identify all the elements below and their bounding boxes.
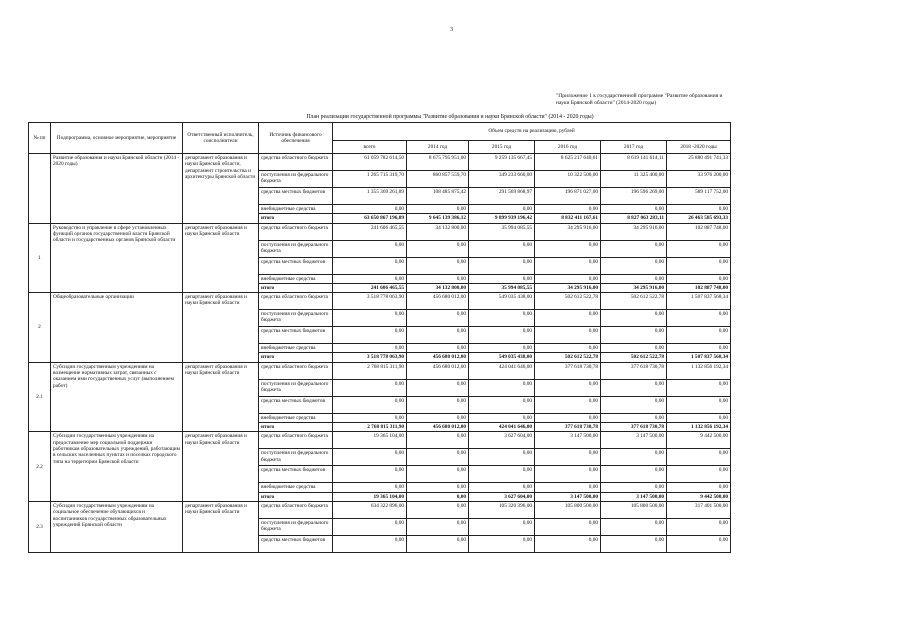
amount-cell: 502 612 522,78	[601, 293, 667, 310]
amount-cell: 0,00	[407, 257, 469, 274]
amount-cell: 0,00	[667, 274, 731, 283]
amount-cell: 377 618 730,78	[601, 423, 667, 432]
amount-cell: 10 322 500,00	[535, 171, 601, 188]
row-source: поступления из федерального бюджета	[259, 310, 333, 327]
amount-cell: 2 768 815 311,90	[333, 423, 407, 432]
header-year-2016: 2016 год	[535, 141, 601, 154]
amount-cell: 105 800 500,00	[535, 501, 601, 518]
amount-cell: 105 320 396,00	[469, 501, 535, 518]
table-row	[29, 223, 731, 240]
row-executor: департамент образования и науки Брянской области	[183, 362, 259, 432]
amount-cell: 1 265 715 319,70	[333, 171, 407, 188]
amount-cell: 0,00	[535, 257, 601, 274]
amount-cell: 0,00	[333, 535, 407, 552]
header-year-2017: 2017 год	[601, 141, 667, 154]
amount-cell: 0,00	[535, 396, 601, 413]
row-source: средства областного бюджета	[259, 432, 333, 449]
amount-cell: 0,00	[601, 205, 667, 214]
header-row-1	[29, 123, 731, 141]
amount-cell: 0,00	[333, 327, 407, 344]
amount-cell: 0,00	[333, 274, 407, 283]
amount-cell: 0,00	[469, 518, 535, 535]
amount-cell: 102 887 748,00	[667, 223, 731, 240]
amount-cell: 0,00	[535, 413, 601, 422]
amount-cell: 0,00	[601, 310, 667, 327]
amount-cell: 0,00	[601, 535, 667, 552]
amount-cell: 9 442 500,00	[667, 492, 731, 501]
row-source: средства местных бюджетов	[259, 257, 333, 274]
amount-cell: 0,00	[469, 205, 535, 214]
amount-cell: 34 132 800,00	[407, 223, 469, 240]
amount-cell: 0,00	[535, 466, 601, 483]
amount-cell: 0,00	[469, 274, 535, 283]
amount-cell: 0,00	[469, 413, 535, 422]
amount-cell: 0,00	[469, 327, 535, 344]
amount-cell: 196 871 027,00	[535, 188, 601, 205]
row-source: поступления из федерального бюджета	[259, 379, 333, 396]
amount-cell: 0,00	[333, 240, 407, 257]
amount-cell: 0,00	[535, 483, 601, 492]
row-number	[29, 154, 51, 224]
amount-cell: 102 887 748,00	[667, 283, 731, 292]
amount-cell: 0,00	[601, 518, 667, 535]
amount-cell: 0,00	[469, 466, 535, 483]
amount-cell: 241 606 465,55	[333, 223, 407, 240]
amount-cell: 1 132 856 192,34	[667, 423, 731, 432]
amount-cell: 0,00	[667, 396, 731, 413]
amount-cell: 26 463 585 693,33	[667, 214, 731, 223]
amount-cell: 0,00	[333, 205, 407, 214]
amount-cell: 0,00	[667, 535, 731, 552]
row-executor: департамент образования и науки Брянской области	[183, 223, 259, 293]
amount-cell: 9 645 139 386,12	[407, 214, 469, 223]
amount-cell: 502 612 522,78	[535, 353, 601, 362]
amount-cell: 0,00	[535, 327, 601, 344]
header-year-2014: 2014 год	[407, 141, 469, 154]
row-subprogram: Руководство и управление в сфере установленных функций органов государственной власти Брянской области и государственных органов Брянской области	[51, 223, 183, 293]
amount-cell: 0,00	[407, 396, 469, 413]
header-volume: Объем средств на реализацию, рублей	[333, 123, 731, 141]
row-source: средства областного бюджета	[259, 362, 333, 379]
row-source: итого	[259, 423, 333, 432]
amount-cell: 0,00	[407, 205, 469, 214]
row-executor: департамент образования и науки Брянской области	[183, 432, 259, 502]
amount-cell: 9 899 939 196,42	[469, 214, 535, 223]
row-source: средства местных бюджетов	[259, 466, 333, 483]
document-title: План реализации государственной программы "Развитие образования и науки Брянской области" (2014 - 2020 годы)	[306, 114, 594, 120]
amount-cell: 105 800 500,00	[601, 501, 667, 518]
amount-cell: 0,00	[667, 449, 731, 466]
amount-cell: 8 619 141 614,11	[601, 154, 667, 171]
amount-cell: 860 857 559,70	[407, 171, 469, 188]
amount-cell: 377 618 730,78	[535, 423, 601, 432]
amount-cell: 3 518 778 063,90	[333, 353, 407, 362]
amount-cell: 0,00	[333, 310, 407, 327]
row-number: 2.1	[29, 362, 51, 432]
amount-cell: 19 365 104,00	[333, 432, 407, 449]
amount-cell: 2 768 815 311,90	[333, 362, 407, 379]
row-source: итого	[259, 353, 333, 362]
amount-cell: 3 147 500,00	[601, 432, 667, 449]
amount-cell: 196 596 269,00	[601, 188, 667, 205]
amount-cell: 0,00	[667, 413, 731, 422]
amount-cell: 3 627 604,00	[469, 492, 535, 501]
table-row	[29, 154, 731, 171]
amount-cell: 1 355 369 261,89	[333, 188, 407, 205]
amount-cell: 0,00	[601, 257, 667, 274]
header-source: Источник финансового обеспечения	[259, 123, 333, 154]
amount-cell: 0,00	[333, 344, 407, 353]
amount-cell: 0,00	[469, 535, 535, 552]
amount-cell: 1 507 837 568,34	[667, 353, 731, 362]
row-subprogram: Субсидии государственным учреждениям на социальное обеспечение обучающихся и воспитанников государственных образовательных учреждений Брянской области	[51, 501, 183, 552]
amount-cell: 1 507 837 568,34	[667, 293, 731, 310]
row-source: поступления из федерального бюджета	[259, 518, 333, 535]
header-num: № пп	[29, 123, 51, 154]
row-source: поступления из федерального бюджета	[259, 449, 333, 466]
amount-cell: 0,00	[407, 432, 469, 449]
amount-cell: 0,00	[407, 483, 469, 492]
amount-cell: 377 618 730,78	[535, 362, 601, 379]
amount-cell: 0,00	[407, 310, 469, 327]
amount-cell: 0,00	[667, 466, 731, 483]
row-source: внебюджетные средства	[259, 344, 333, 353]
amount-cell: 424 041 646,00	[469, 362, 535, 379]
amount-cell: 456 680 012,00	[407, 423, 469, 432]
amount-cell: 0,00	[535, 518, 601, 535]
row-executor: департамент образования и науки Брянской области, департамент строительства и архитектуры Брянской области	[183, 154, 259, 224]
amount-cell: 589 117 752,00	[667, 188, 731, 205]
amount-cell: 35 994 085,55	[469, 223, 535, 240]
amount-cell: 424 041 646,00	[469, 423, 535, 432]
amount-cell: 0,00	[535, 205, 601, 214]
amount-cell: 0,00	[333, 449, 407, 466]
amount-cell: 0,00	[407, 449, 469, 466]
amount-cell: 502 612 522,78	[535, 293, 601, 310]
amount-cell: 0,00	[407, 413, 469, 422]
amount-cell: 8 625 217 640,61	[535, 154, 601, 171]
amount-cell: 3 147 500,00	[535, 492, 601, 501]
amount-cell: 0,00	[469, 344, 535, 353]
amount-cell: 8 675 795 951,00	[407, 154, 469, 171]
amount-cell: 0,00	[667, 257, 731, 274]
amount-cell: 19 365 104,00	[333, 492, 407, 501]
header-executor: Ответственный исполнитель, соисполнители	[183, 123, 259, 154]
amount-cell: 8 827 063 283,11	[601, 214, 667, 223]
amount-cell: 0,00	[667, 240, 731, 257]
table-row	[29, 362, 731, 379]
amount-cell: 549 035 438,00	[469, 353, 535, 362]
amount-cell: 108 485 875,42	[407, 188, 469, 205]
amount-cell: 34 295 916,00	[535, 223, 601, 240]
amount-cell: 456 680 012,00	[407, 293, 469, 310]
amount-cell: 0,00	[667, 310, 731, 327]
amount-cell: 0,00	[407, 518, 469, 535]
amount-cell: 0,00	[333, 396, 407, 413]
amount-cell: 0,00	[667, 518, 731, 535]
amount-cell: 9 442 500,00	[667, 432, 731, 449]
amount-cell: 0,00	[601, 240, 667, 257]
amount-cell: 9 259 135 667,45	[469, 154, 535, 171]
row-source: средства областного бюджета	[259, 293, 333, 310]
amount-cell: 0,00	[535, 535, 601, 552]
amount-cell: 634 322 896,00	[333, 501, 407, 518]
amount-cell: 0,00	[667, 327, 731, 344]
amount-cell: 0,00	[601, 344, 667, 353]
amount-cell: 0,00	[667, 205, 731, 214]
amount-cell: 502 612 522,78	[601, 353, 667, 362]
amount-cell: 0,00	[535, 344, 601, 353]
amount-cell: 33 976 200,00	[667, 171, 731, 188]
amount-cell: 291 569 868,97	[469, 188, 535, 205]
amount-cell: 0,00	[469, 449, 535, 466]
row-source: внебюджетные средства	[259, 413, 333, 422]
row-subprogram: Субсидии государственным учреждениям на предоставление мер социальной поддержки работникам образовательных учреждений, работающим в сельских населенных пунктах и поселках городского типа на территории Брянской области	[51, 432, 183, 502]
amount-cell: 35 994 085,55	[469, 283, 535, 292]
amount-cell: 0,00	[469, 483, 535, 492]
amount-cell: 61 059 782 614,50	[333, 154, 407, 171]
page-number: 3	[450, 27, 453, 33]
header-year-2018-2020: 2018 -2020 годы	[667, 141, 731, 154]
amount-cell: 317 401 500,00	[667, 501, 731, 518]
amount-cell: 34 295 916,00	[601, 223, 667, 240]
amount-cell: 3 147 500,00	[601, 492, 667, 501]
row-source: внебюджетные средства	[259, 205, 333, 214]
amount-cell: 0,00	[333, 379, 407, 396]
table-row	[29, 501, 731, 518]
amount-cell: 0,00	[535, 310, 601, 327]
row-source: средства областного бюджета	[259, 223, 333, 240]
amount-cell: 241 606 465,55	[333, 283, 407, 292]
amount-cell: 8 832 411 167,61	[535, 214, 601, 223]
amount-cell: 0,00	[333, 413, 407, 422]
amount-cell: 0,00	[407, 344, 469, 353]
amount-cell: 0,00	[667, 483, 731, 492]
amount-cell: 0,00	[601, 274, 667, 283]
amount-cell: 0,00	[601, 327, 667, 344]
row-number: 2.3	[29, 501, 51, 552]
header-year-total: всего	[333, 141, 407, 154]
amount-cell: 0,00	[333, 257, 407, 274]
amount-cell: 0,00	[407, 492, 469, 501]
amount-cell: 0,00	[407, 240, 469, 257]
amount-cell: 0,00	[333, 518, 407, 535]
amount-cell: 1 132 856 192,34	[667, 362, 731, 379]
row-number: 2.2	[29, 432, 51, 502]
row-source: средства местных бюджетов	[259, 327, 333, 344]
row-subprogram: Общеобразовательные организации	[51, 293, 183, 363]
amount-cell: 0,00	[469, 379, 535, 396]
row-source: поступления из федерального бюджета	[259, 240, 333, 257]
amount-cell: 0,00	[535, 274, 601, 283]
row-source: средства областного бюджета	[259, 501, 333, 518]
amount-cell: 0,00	[407, 274, 469, 283]
row-source: итого	[259, 492, 333, 501]
row-source: внебюджетные средства	[259, 274, 333, 283]
amount-cell: 549 035 438,00	[469, 293, 535, 310]
row-subprogram: Развитие образования и науки Брянской области (2014 - 2020 годы)	[51, 154, 183, 224]
amount-cell: 3 518 778 063,90	[333, 293, 407, 310]
amount-cell: 0,00	[333, 483, 407, 492]
amount-cell: 3 147 500,00	[535, 432, 601, 449]
row-number: 1	[29, 223, 51, 293]
amount-cell: 0,00	[333, 466, 407, 483]
amount-cell: 0,00	[601, 483, 667, 492]
amount-cell: 0,00	[535, 379, 601, 396]
table-row	[29, 432, 731, 449]
amount-cell: 456 680 012,00	[407, 362, 469, 379]
amount-cell: 0,00	[469, 240, 535, 257]
row-source: средства областного бюджета	[259, 154, 333, 171]
appendix-note: "Приложение 1 к государственной программе "Развитие образования и науки Брянской области" (2014-2020 годы)	[556, 93, 723, 106]
amount-cell: 0,00	[535, 240, 601, 257]
row-executor: департамент образования и науки Брянской области	[183, 293, 259, 363]
header-year-2015: 2015 год	[469, 141, 535, 154]
row-source: поступления из федерального бюджета	[259, 171, 333, 188]
amount-cell: 0,00	[667, 344, 731, 353]
amount-cell: 0,00	[469, 257, 535, 274]
amount-cell: 0,00	[601, 396, 667, 413]
amount-cell: 0,00	[601, 379, 667, 396]
amount-cell: 63 650 867 196,09	[333, 214, 407, 223]
amount-cell: 0,00	[407, 535, 469, 552]
amount-cell: 0,00	[407, 466, 469, 483]
amount-cell: 34 295 916,00	[535, 283, 601, 292]
amount-cell: 34 132 800,00	[407, 283, 469, 292]
row-source: средства местных бюджетов	[259, 535, 333, 552]
row-subprogram: Субсидии государственным учреждениям на возмещение нормативных затрат, связанных с оказанием ими государственных услуг (выполнением работ)	[51, 362, 183, 432]
amount-cell: 0,00	[601, 413, 667, 422]
row-source: итого	[259, 283, 333, 292]
amount-cell: 34 295 916,00	[601, 283, 667, 292]
row-number: 2	[29, 293, 51, 363]
amount-cell: 0,00	[407, 379, 469, 396]
amount-cell: 456 680 012,00	[407, 353, 469, 362]
amount-cell: 0,00	[601, 449, 667, 466]
header-subprogram: Подпрограмма, основное мероприятие, мероприятие	[51, 123, 183, 154]
amount-cell: 0,00	[469, 310, 535, 327]
row-executor: департамент образования и науки Брянской области	[183, 501, 259, 552]
row-source: внебюджетные средства	[259, 483, 333, 492]
amount-cell: 0,00	[407, 501, 469, 518]
amount-cell: 3 627 604,00	[469, 432, 535, 449]
amount-cell: 25 880 491 741,33	[667, 154, 731, 171]
amount-cell: 377 618 730,78	[601, 362, 667, 379]
amount-cell: 0,00	[601, 466, 667, 483]
amount-cell: 349 233 660,00	[469, 171, 535, 188]
amount-cell: 11 325 400,00	[601, 171, 667, 188]
amount-cell: 0,00	[667, 379, 731, 396]
row-source: средства местных бюджетов	[259, 396, 333, 413]
table-row	[29, 293, 731, 310]
amount-cell: 0,00	[407, 327, 469, 344]
row-source: средства местных бюджетов	[259, 188, 333, 205]
amount-cell: 0,00	[469, 396, 535, 413]
row-source: итого	[259, 214, 333, 223]
amount-cell: 0,00	[535, 449, 601, 466]
plan-table	[28, 122, 731, 553]
